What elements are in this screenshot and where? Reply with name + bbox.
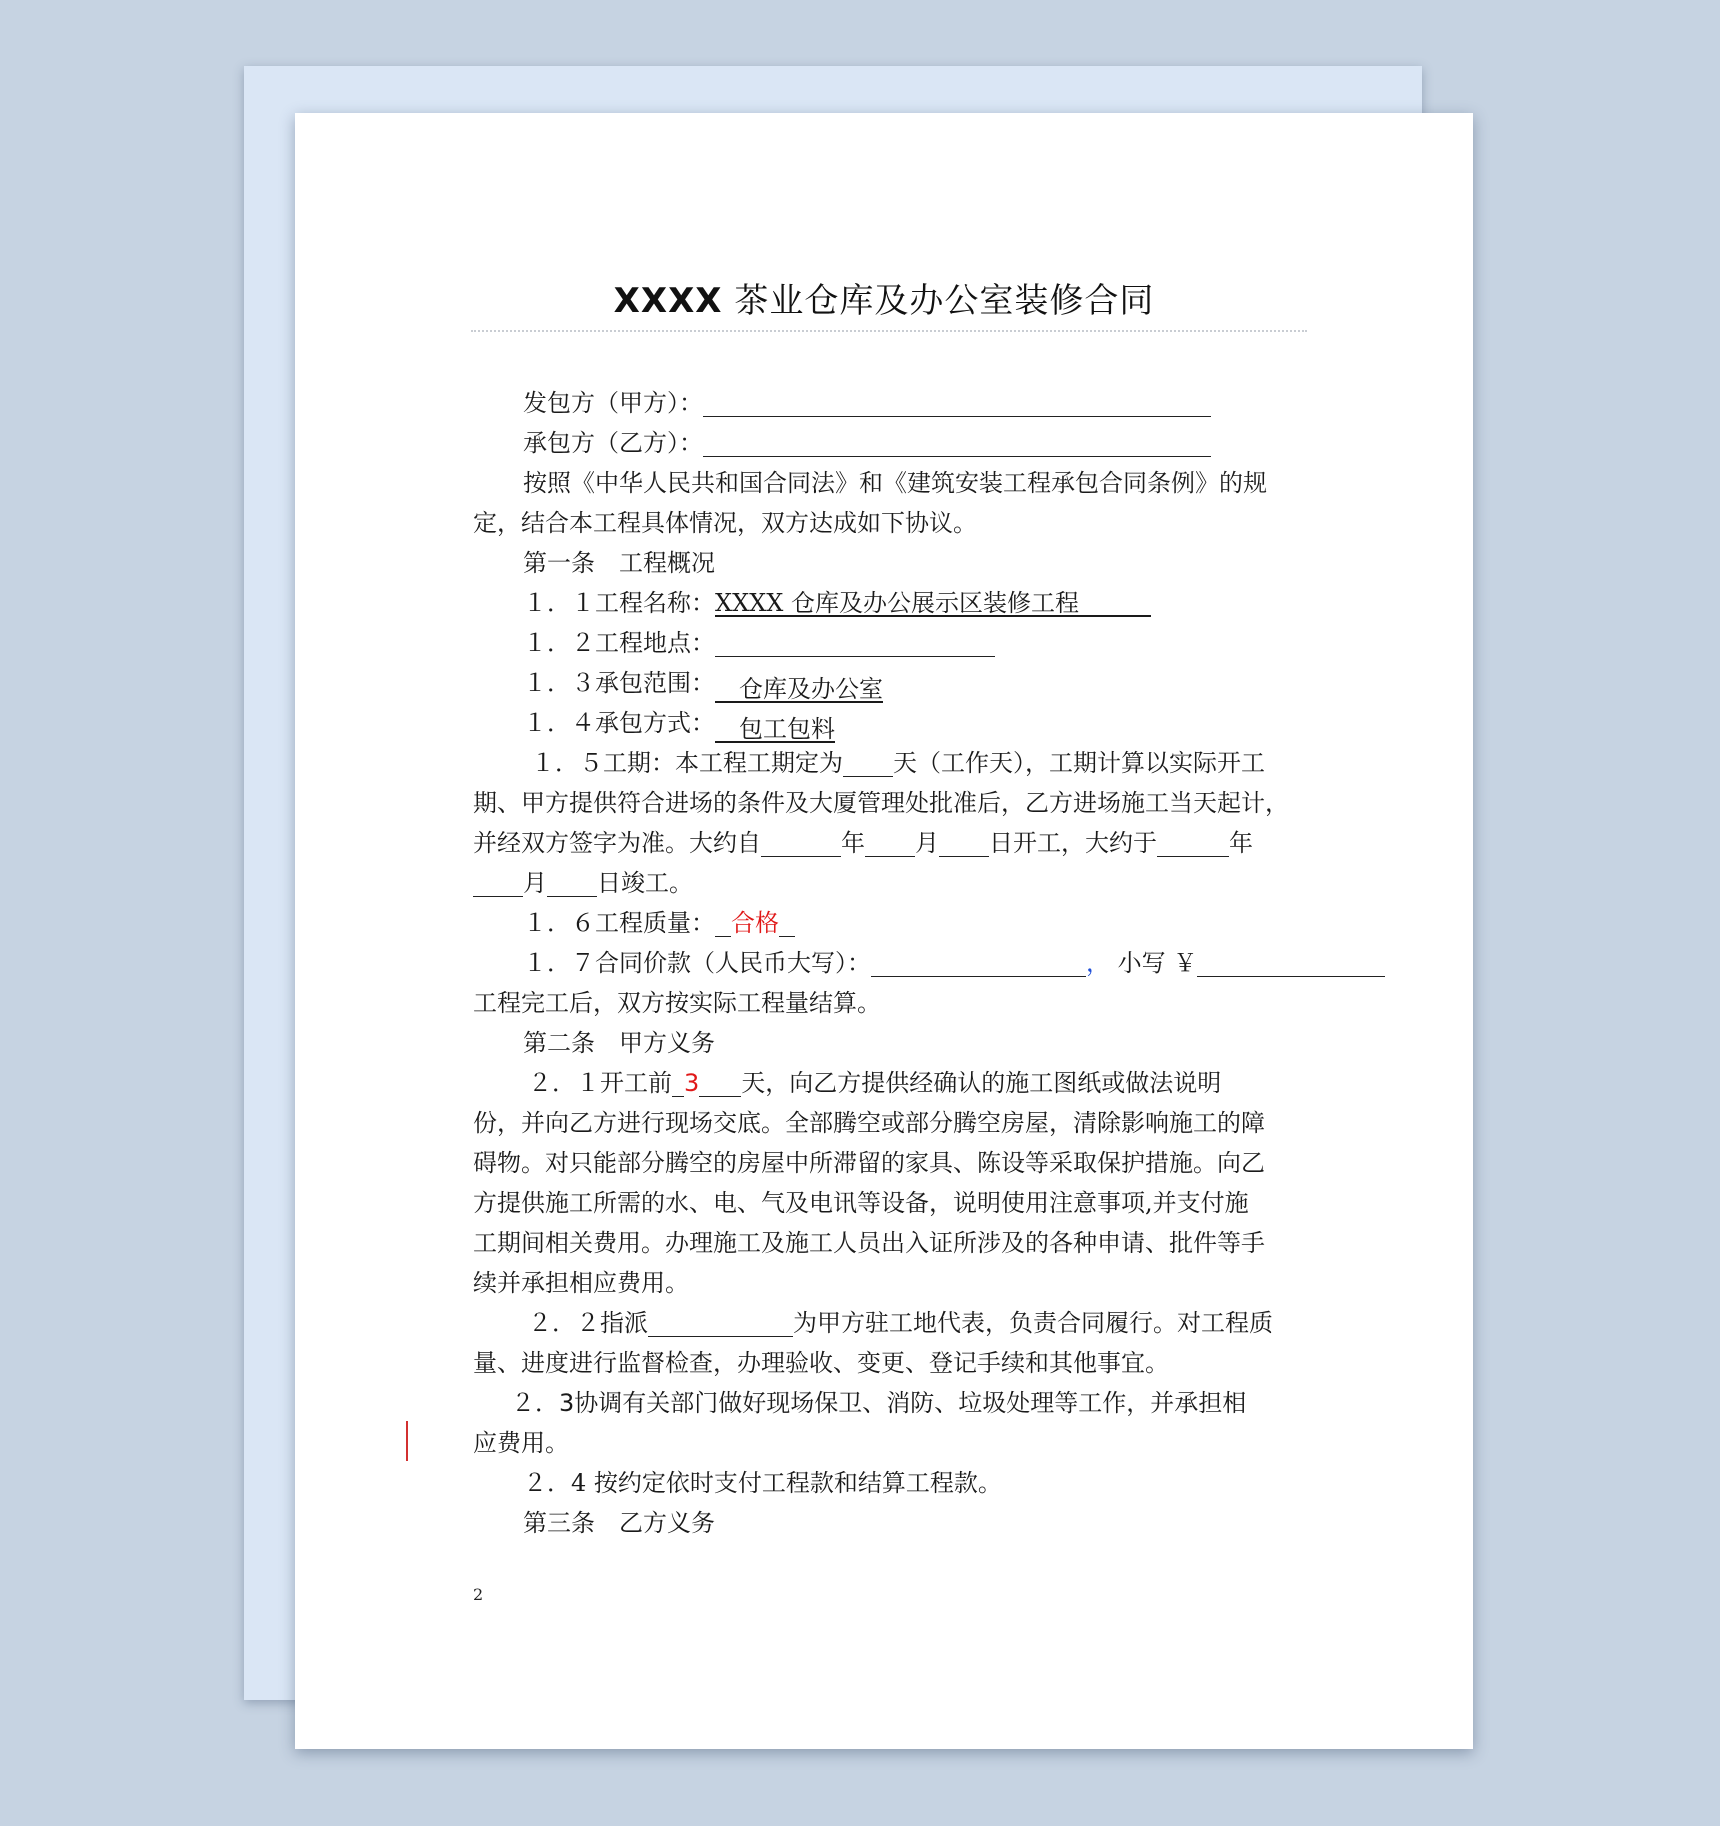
paragraph-line: 应费用。 — [473, 1429, 569, 1457]
article-3-heading: 第三条 乙方义务 — [523, 1509, 715, 1537]
document-title — [295, 273, 1473, 322]
end-month-blank[interactable] — [473, 868, 523, 897]
clause-1-1 — [473, 583, 1453, 623]
contract-method-field[interactable] — [715, 709, 1223, 743]
clause-1-6 — [473, 903, 1453, 943]
article-2-heading: 第二条 甲方义务 — [523, 1029, 715, 1057]
clause-1-5 — [473, 743, 1453, 783]
paragraph-line: 按照《中华人民共和国合同法》和《建筑安装工程承包合同条例》的规 — [523, 469, 1267, 497]
start-year-blank[interactable] — [761, 828, 841, 857]
clause-label: １．４承包方式： — [523, 709, 715, 737]
quality-value: 合格 — [731, 909, 779, 937]
text-cursor-marker — [406, 1421, 408, 1461]
party-a-label: 发包方（甲方）： — [523, 389, 703, 417]
clause-text: １．５工期：本工程工期定为 — [531, 749, 843, 777]
party-b-blank[interactable] — [703, 428, 1211, 457]
paragraph-line: 工程完工后，双方按实际工程量结算。 — [473, 989, 881, 1017]
price-lowercase-blank[interactable] — [1197, 948, 1385, 977]
quality-blank-right — [779, 908, 795, 937]
paragraph-line: 方提供施工所需的水、电、气及电讯等设备，说明使用注意事项,并支付施 — [473, 1189, 1249, 1217]
clause-number: 3 — [559, 1389, 575, 1417]
clause-1-7 — [473, 943, 1453, 983]
page-number: 2 — [473, 1585, 484, 1604]
days-before-value: 3 — [684, 1069, 700, 1097]
title-prefix: XXXX — [613, 281, 723, 321]
days-blank-right — [699, 1068, 741, 1097]
days-blank-left — [672, 1068, 684, 1097]
front-page-sheet — [295, 113, 1473, 1749]
clause-label: １．７合同价款（人民币大写）： — [523, 949, 871, 977]
paragraph-line: 续并承担相应费用。 — [473, 1269, 689, 1297]
title-divider — [471, 330, 1307, 332]
scope-value: 仓库及办公室 — [715, 675, 883, 703]
clause-text: 日竣工。 — [597, 869, 693, 897]
paragraph-line: 工期间相关费用。办理施工及施工人员出入证所涉及的各种申请、批件等手 — [473, 1229, 1265, 1257]
clause-text: 年 — [841, 829, 865, 857]
start-day-blank[interactable] — [939, 828, 989, 857]
party-b-label: 承包方（乙方）： — [523, 429, 703, 457]
schedule-line — [473, 863, 1453, 903]
clause-2-1 — [473, 1063, 1453, 1103]
blue-comma: ， — [1086, 949, 1110, 977]
clause-2-3 — [473, 1383, 1453, 1423]
clause-label: 小写 ￥ — [1117, 949, 1198, 977]
party-a-blank[interactable] — [703, 388, 1211, 417]
price-uppercase-blank[interactable] — [871, 948, 1086, 977]
clause-2-2 — [473, 1303, 1453, 1343]
party-a-line — [473, 383, 1453, 423]
clause-text: 并经双方签字为准。大约自 — [473, 829, 761, 857]
party-b-line — [473, 423, 1453, 463]
end-day-blank[interactable] — [547, 868, 597, 897]
clause-text: ２． — [511, 1389, 559, 1417]
scope-field[interactable] — [715, 669, 1223, 703]
contract-method-value: 包工包料 — [715, 715, 835, 743]
representative-blank[interactable] — [648, 1308, 793, 1337]
clause-text: 月 — [915, 829, 939, 857]
clause-text: 天，向乙方提供经确认的施工图纸或做法说明 — [741, 1069, 1222, 1097]
clause-label: １．３承包范围： — [523, 669, 715, 697]
paragraph-line: 期、甲方提供符合进场的条件及大厦管理处批准后，乙方进场施工当天起计， — [473, 789, 1289, 817]
project-name-value: XXXX 仓库及办公展示区装修工程 — [715, 589, 1151, 617]
document-body — [473, 383, 1453, 1543]
paragraph-line: 份，并向乙方进行现场交底。全部腾空或部分腾空房屋，清除影响施工的障 — [473, 1109, 1265, 1137]
end-year-blank[interactable] — [1157, 828, 1229, 857]
paragraph-line: 碍物。对只能部分腾空的房屋中所滞留的家具、陈设等采取保护措施。向乙 — [473, 1149, 1265, 1177]
clause-text: 月 — [523, 869, 547, 897]
paragraph-line: 定，结合本工程具体情况，双方达成如下协议。 — [473, 509, 977, 537]
start-month-blank[interactable] — [865, 828, 915, 857]
schedule-line — [473, 823, 1453, 863]
clause-1-3 — [473, 663, 1453, 703]
project-location-blank[interactable] — [715, 628, 995, 657]
clause-text: 天（工作天），工期计算以实际开工 — [893, 749, 1265, 777]
title-main: 茶业仓库及办公室装修合同 — [734, 281, 1155, 321]
clause-text: ２．１开工前 — [528, 1069, 672, 1097]
clause-label: １．２工程地点： — [523, 629, 715, 657]
paragraph-line: 量、进度进行监督检查，办理验收、变更、登记手续和其他事宜。 — [473, 1349, 1169, 1377]
clause-text: 协调有关部门做好现场保卫、消防、垃圾处理等工作，并承担相 — [574, 1389, 1247, 1417]
clause-text: 为甲方驻工地代表，负责合同履行。对工程质 — [793, 1309, 1273, 1337]
quality-blank-left — [715, 908, 731, 937]
clause-1-4 — [473, 703, 1453, 743]
clause-label: １．６工程质量： — [523, 909, 715, 937]
article-1-heading: 第一条 工程概况 — [523, 549, 715, 577]
clause-1-2 — [473, 623, 1453, 663]
duration-days-blank[interactable] — [843, 748, 893, 777]
clause-text: 年 — [1229, 829, 1253, 857]
clause-label: １．１工程名称： — [523, 589, 715, 617]
clause-text: ２．２指派 — [528, 1309, 648, 1337]
clause-text: 日开工，大约于 — [989, 829, 1157, 857]
clause-2-4: ２．4 按约定依时支付工程款和结算工程款。 — [523, 1469, 1002, 1497]
